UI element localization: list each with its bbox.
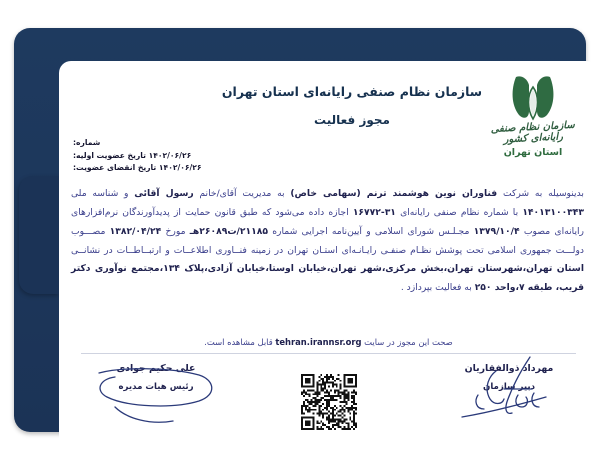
company-name: فناوران نوین هوشمند ترنم (سهامی خاص) xyxy=(290,188,498,199)
national-id: ۱۴۰۱۳۱۰۰۳۴۳ xyxy=(522,206,584,218)
certificate-body xyxy=(71,185,584,298)
body-mid-4: اجازه داده می‌شود که طبق قانون حمایت از پدیدآورندگان نرم‌افزارهای رایانه‌ای مصوب xyxy=(71,206,584,237)
verification-line xyxy=(59,337,598,347)
certificate-frame xyxy=(14,28,586,432)
horizontal-divider xyxy=(81,353,576,354)
secretary-name: مهرداد ذوالفقاریان xyxy=(464,363,554,374)
manager-name: رسول آقائی xyxy=(134,188,194,199)
nasr-leaf-logo-icon xyxy=(502,75,564,121)
meta-row-expiry xyxy=(73,162,303,175)
certificate-page xyxy=(59,61,598,453)
meta-initial-membership-label: تاریخ عضویت اولیه: xyxy=(73,150,146,160)
verify-suffix: قابل مشاهده است. xyxy=(204,337,276,347)
signature-block-chairman xyxy=(81,361,231,392)
meta-number-label: شماره: xyxy=(73,138,101,147)
body-mid-6: مورخ xyxy=(161,225,190,237)
body-prefix: بدینوسیله به شرکت xyxy=(497,188,584,199)
meta-row-number xyxy=(73,137,303,150)
membership-number: ۳۱-۱۶۷۷۲ xyxy=(352,206,396,218)
body-mid-7: مصـــوب دولـــت جمهوری اسلامی تحت پوشش نظـام صنفـی رایـانـه‌ای استـان تهران در زمینه فنــاوری اطلاعــات و ارتبــاطــات در نشانــی xyxy=(71,225,584,256)
meta-row-initial-membership xyxy=(73,150,303,163)
chairman-role: رئیس هیات مدیره xyxy=(118,382,194,393)
company-address: استان تهران،شهرستان تهران،بخش مرکزی،شهر تهران،خیابان اوستا،خیابان آزادی،پلاک ۱۳۴،مجتمع نوآوری دکتر قریب، طبقه ۷،واحد ۲۵۰ xyxy=(71,263,584,294)
verification-qr-code[interactable] xyxy=(301,374,357,430)
meta-initial-membership-value: ۱۴۰۲/۰۶/۲۶ xyxy=(148,150,192,160)
chairman-name: علی حکیم جوادی xyxy=(116,363,196,374)
document-type-title: مجوز فعالیت xyxy=(314,112,390,127)
body-mid-1: به مدیریت آقای/خانم xyxy=(193,188,291,199)
meta-expiry-label: تاریخ انقضای عضویت: xyxy=(73,163,157,173)
certificate-meta xyxy=(73,137,303,175)
verify-prefix: صحت این مجوز در سایت xyxy=(361,337,453,347)
bylaw-number: ۲۱۱۸۵/ت۲۶۰۸۹هـ xyxy=(189,225,268,237)
body-suffix: به فعالیت بپردازد . xyxy=(400,282,475,294)
logo-script-line: سازمان نظام صنفی رایانه‌ای کشور xyxy=(490,119,575,146)
signature-block-secretary xyxy=(434,361,584,392)
logo-province-label: استان تهران xyxy=(503,147,563,158)
body-mid-5: مجـلـس شورای اسلامی و آیین‌نامه اجرایی شماره xyxy=(267,225,474,237)
law-approval-date: ۱۳۷۹/۱۰/۴ xyxy=(473,225,520,237)
meta-expiry-value: ۱۴۰۲/۰۶/۲۶ xyxy=(158,163,202,173)
header-titles xyxy=(202,83,502,127)
body-mid-3: با شماره نظام صنفی رایانه‌ای xyxy=(395,206,523,218)
bylaw-date: ۱۳۸۲/۰۴/۲۴ xyxy=(109,225,162,237)
verification-site-link[interactable]: tehran.irannsr.org xyxy=(275,337,362,347)
frame-side-tab xyxy=(19,176,59,294)
body-mid-2: و شناسه ملی xyxy=(71,188,135,199)
organization-title: سازمان نظام صنفی رایانه‌ای استان تهران xyxy=(221,84,483,99)
secretary-role: دبیر سازمان xyxy=(483,382,535,393)
